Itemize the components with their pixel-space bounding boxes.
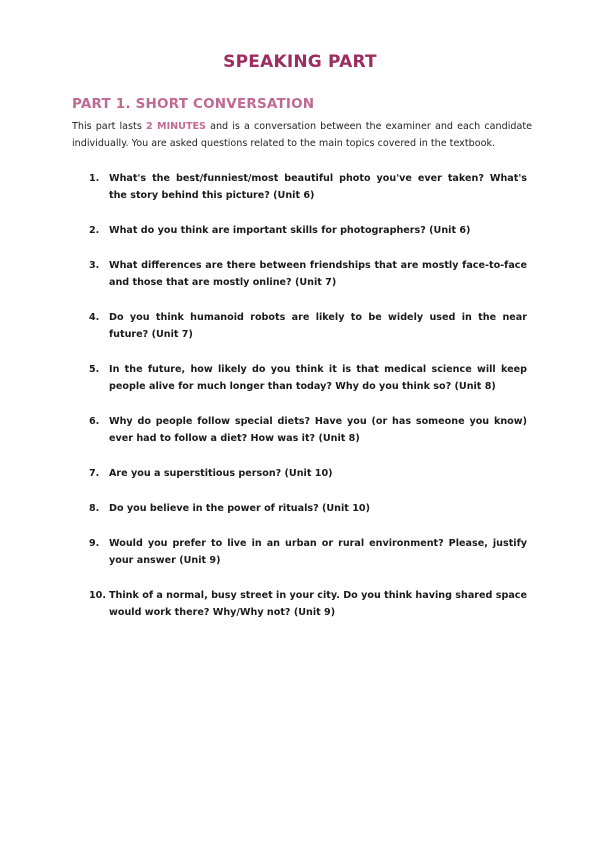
question-item [89, 170, 527, 204]
question-text: Would you prefer to live in an urban or rural environment? Please, justify your answer (Unit 9) [109, 538, 527, 566]
section-intro [72, 118, 532, 152]
question-item [89, 465, 527, 482]
question-item [89, 361, 527, 395]
question-number: 10. [89, 590, 106, 601]
question-text: Why do people follow special diets? Have you (or has someone you know) ever had to follow a diet? How was it? (Unit 8) [109, 416, 527, 444]
question-number: 4. [89, 312, 100, 323]
question-number: 9. [89, 538, 100, 549]
question-text: What's the best/funniest/most beautiful photo you've ever taken? What's the story behind this picture? (Unit 6) [109, 173, 527, 201]
question-number: 2. [89, 225, 100, 236]
question-number: 8. [89, 503, 100, 514]
question-item [89, 222, 527, 239]
question-text: What differences are there between friendships that are mostly face-to-face and those that are mostly online? (Unit 7) [109, 260, 527, 288]
question-item [89, 309, 527, 343]
question-number: 5. [89, 364, 100, 375]
question-item [89, 413, 527, 447]
intro-duration-highlight: 2 MINUTES [145, 121, 206, 132]
question-number: 1. [89, 173, 100, 184]
question-text: What do you think are important skills for photographers? (Unit 6) [109, 225, 471, 236]
page-title: SPEAKING PART [223, 52, 377, 72]
intro-text-end: and is a conversation between the examiner and each candidate individually. You are asked questions related to the main topics covered in the textbook. [72, 121, 532, 149]
question-text: In the future, how likely do you think it is that medical science will keep people alive for much longer than today? Why do you think so? (Unit 8) [109, 364, 527, 392]
intro-text-start: This part lasts [72, 121, 146, 132]
question-text: Think of a normal, busy street in your city. Do you think having shared space would work there? Why/Why not? (Unit 9) [109, 590, 527, 618]
section-title: PART 1. SHORT CONVERSATION [72, 96, 315, 112]
question-item [89, 500, 527, 517]
question-item [89, 587, 527, 621]
question-number: 7. [89, 468, 100, 479]
question-text: Do you think humanoid robots are likely to be widely used in the near future? (Unit 7) [109, 312, 527, 340]
question-text: Do you believe in the power of rituals? (Unit 10) [109, 503, 370, 514]
question-number: 6. [89, 416, 100, 427]
question-item [89, 257, 527, 291]
question-number: 3. [89, 260, 100, 271]
question-item [89, 535, 527, 569]
question-text: Are you a superstitious person? (Unit 10) [109, 468, 333, 479]
